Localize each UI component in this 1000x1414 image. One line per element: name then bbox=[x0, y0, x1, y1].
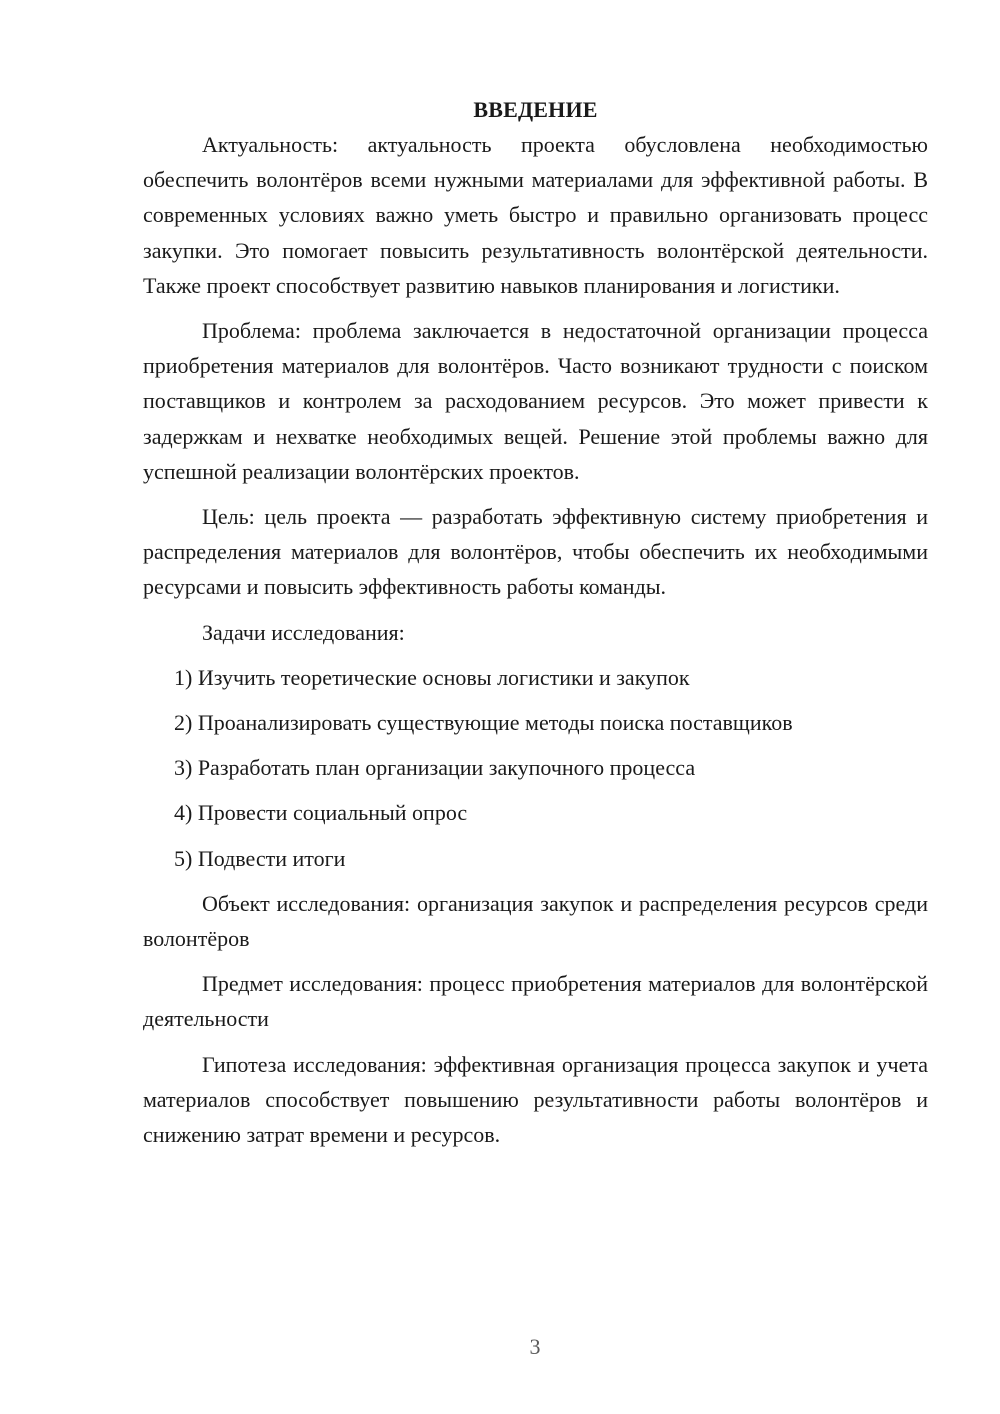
tasks-heading: Задачи исследования: bbox=[202, 619, 405, 645]
list-item: 5) Подвести итоги bbox=[174, 845, 346, 871]
section-heading: ВВЕДЕНИЕ bbox=[473, 97, 598, 122]
list-item: 3) Разработать план организации закупочного процесса bbox=[174, 755, 696, 781]
paragraph-problem: Проблема: проблема заключается в недостаточной организации процесса приобретения материалов для волонтёров. Часто возникают трудности с поиском поставщиков и контролем за расходованием ресурсов. Это может привести к задержкам и нехватке необходимых вещей. Решение этой проблемы важно для успешной реализации волонтёрских проектов. bbox=[143, 318, 928, 484]
list-item: 1) Изучить теоретические основы логистики и закупок bbox=[174, 664, 690, 690]
page-content bbox=[143, 93, 928, 1162]
tasks-list bbox=[143, 660, 928, 876]
paragraph-relevance: Актуальность: актуальность проекта обусловлена необходимостью обеспечить волонтёров всеми нужными материалами для эффективной работы. В современных условиях важно уметь быстро и правильно организовать процесс закупки. Это помогает повысить результативность волонтёрской деятельности. Также проект способствует развитию навыков планирования и логистики. bbox=[143, 132, 928, 298]
paragraph-object: Объект исследования: организация закупок и распределения ресурсов среди волонтёров bbox=[143, 890, 928, 952]
list-item: 2) Проанализировать существующие методы поиска поставщиков bbox=[174, 710, 793, 736]
list-item: 4) Провести социальный опрос bbox=[174, 800, 468, 826]
paragraph-goal: Цель: цель проекта — разработать эффективную систему приобретения и распределения материалов для волонтёров, чтобы обеспечить их необходимыми ресурсами и повысить эффективность работы команды. bbox=[143, 504, 928, 600]
paragraph-hypothesis: Гипотеза исследования: эффективная организация процесса закупок и учета материалов способствует повышению результативности работы волонтёров и снижению затрат времени и ресурсов. bbox=[143, 1051, 928, 1148]
paragraph-subject: Предмет исследования: процесс приобретения материалов для волонтёрской деятельности bbox=[143, 971, 928, 1032]
page-number: 3 bbox=[529, 1334, 541, 1359]
